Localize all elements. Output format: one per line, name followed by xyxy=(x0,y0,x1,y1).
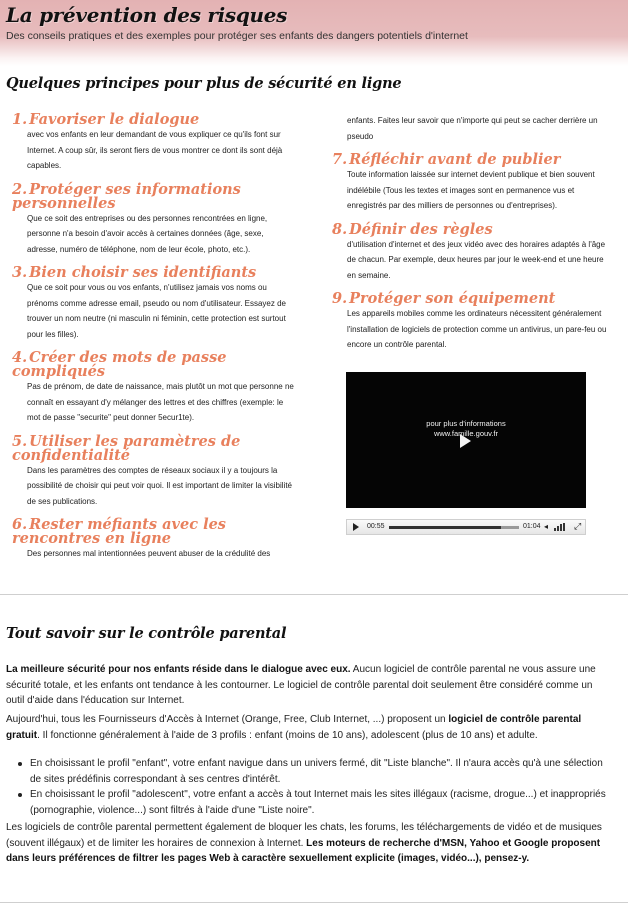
page-header xyxy=(0,0,628,66)
principle-number: 9. xyxy=(332,290,348,307)
principle-item xyxy=(12,113,294,174)
principle-number: 8. xyxy=(332,220,348,238)
principle-title: Utiliser les paramètres de confidentialité xyxy=(12,432,241,464)
principle-body: Pas de prénom, de date de naissance, mais plutôt un mot que personne ne connaît en essayant d'y mélanger des lettres et des chiffres (exemple: le mot de passe "securite" peut donner 5ecur1te). xyxy=(27,382,294,422)
video-controls xyxy=(346,519,586,535)
principle-body: Que ce soit des entreprises ou des personnes rencontrées en ligne, personne n'a besoin d'avoir accès à certaines données (âge, sexe, adresse, numéro de téléphone, nom de leur école, photo, etc.). xyxy=(27,213,268,254)
principle-title: Favoriser le dialogue xyxy=(29,111,200,128)
principle-number: 6. xyxy=(12,516,28,533)
section-title-parental-control: Tout savoir sur le contrôle parental xyxy=(6,625,287,642)
principle-number: 2. xyxy=(12,180,28,198)
principle-body: Toute information laissée sur internet devient publique et bien souvent indélébile (Tous les textes et images sont en permanence vus et enregistrés par des milliers de personnes ou d'entreprises). xyxy=(347,170,595,210)
principles-column-right xyxy=(332,113,614,353)
principle-item xyxy=(12,266,294,342)
page-subtitle: Des conseils pratiques et des exemples pour protéger ses enfants des dangers potentiels d'internet xyxy=(6,30,468,42)
principle-title: Bien choisir ses identifiants xyxy=(29,264,257,281)
total-time: 01:04 xyxy=(523,523,541,530)
principle-item xyxy=(332,153,614,214)
principle-title: Rester méfiants avec les rencontres en ligne xyxy=(12,516,226,547)
principle-item xyxy=(332,220,614,284)
volume-icon[interactable]: ◂ xyxy=(544,522,549,531)
principle-body: Dans les paramètres des comptes de réseaux sociaux il y a toujours la possibilité de choisir qui peut voir quoi. Il est important de limiter la visibilité de ses publications. xyxy=(27,465,293,506)
principle-number: 5. xyxy=(12,432,28,450)
principle-item xyxy=(12,518,294,562)
principle-body: Des personnes mal intentionnées peuvent abuser de la crédulité des xyxy=(27,549,271,558)
section-divider xyxy=(0,594,628,595)
profile-list xyxy=(18,756,612,818)
page-title: La prévention des risques xyxy=(6,3,288,27)
principle-title: Protéger son équipement xyxy=(349,290,556,307)
section-title-principles: Quelques principes pour plus de sécurité en ligne xyxy=(6,75,402,92)
video-player[interactable] xyxy=(346,372,586,508)
paragraph-search-engines: Les logiciels de contrôle parental permettent également de bloquer les chats, les forums, les téléchargements de vidéo et de musiques (souvent illégaux) et de limiter les horaires de connexion à Internet. Les moteurs de recherche d'MSN, Yahoo et Google proposent dans leurs préférences de filtrer les pages Web à caractère sexuellement explicite (images, vidéo...), pensez-y. xyxy=(6,822,602,864)
fullscreen-icon[interactable]: ⤢ xyxy=(574,521,582,531)
principle-body: Les appareils mobiles comme les ordinateurs nécessitent généralement l'installation de logiciels de protection comme un antivirus, un pare-feu ou encore un contrôle parental. xyxy=(347,309,607,349)
principle-body: avec vos enfants en leur demandant de vous expliquer ce qu'ils font sur Internet. A coup sûr, ils seront fiers de vous montrer ce dont ils sont déjà capables. xyxy=(27,130,283,170)
principle-item xyxy=(12,432,294,510)
principle-title: Créer des mots de passe compliqués xyxy=(12,349,227,380)
principle-number: 3. xyxy=(12,264,28,281)
principle-body: Que ce soit pour vous ou vos enfants, n'utilisez jamais vos noms ou prénoms comme adresse email, pseudo ou nom d'utilisateur. Essayez de trouver un nom neutre (ni masculin ni féminin, cette protection est surtout pour les filles). xyxy=(27,283,286,339)
principle-body: enfants. Faites leur savoir que n'importe qui peut se cacher derrière un pseudo xyxy=(347,116,598,141)
seek-bar-progress xyxy=(389,526,501,529)
principle-number: 1. xyxy=(12,111,28,128)
seek-bar[interactable] xyxy=(389,526,519,529)
principle-title: Définir des règles xyxy=(349,220,493,238)
paragraph-intro: La meilleure sécurité pour nos enfants réside dans le dialogue avec eux. Aucun logiciel de contrôle parental ne vous assure une sécurité totale, et les enfants ont tendance à les contourner. Le logiciel de contrôle parental doit seulement être considéré comme un outil d'aide dans l'éducation sur Internet. xyxy=(6,664,596,706)
principle-body: d'utilisation d'internet et des jeux vidéo avec des horaires adaptés à l'âge de chacun. Par exemple, deux heures par jour le week-end et une heure en semaine. xyxy=(347,239,606,280)
principle-title: Protéger ses informations personnelles xyxy=(12,180,241,212)
play-button[interactable] xyxy=(353,523,359,531)
video-caption-line2: www.famille.gouv.fr xyxy=(433,429,499,438)
paragraph-isp: Aujourd'hui, tous les Fournisseurs d'Accès à Internet (Orange, Free, Club Internet, ...) proposent un logiciel de contrôle parental gratuit. Il fonctionne généralement à l'aide de 3 profils : enfant (moins de 10 ans), adolescent (plus de 10 ans) et adulte. xyxy=(6,714,582,741)
section-divider xyxy=(0,902,628,903)
principle-item xyxy=(12,351,294,426)
principle-item xyxy=(12,180,294,258)
principle-number: 4. xyxy=(12,349,28,366)
play-icon[interactable] xyxy=(460,434,471,448)
principle-title: Réfléchir avant de publier xyxy=(349,151,561,168)
principle-item xyxy=(332,292,614,353)
principles-column-left xyxy=(12,113,294,562)
list-item: En choisissant le profil "adolescent", votre enfant a accès à tout Internet mais les sites illégaux (racisme, drogue...) et inappropriés (pornographie, violence...) sont filtrés à l'aide d'une "Liste noire". xyxy=(18,787,612,818)
principle-item-continued xyxy=(332,113,614,144)
current-time: 00:55 xyxy=(367,523,385,530)
video-caption-line1: pour plus d'informations xyxy=(426,419,506,428)
volume-slider[interactable] xyxy=(554,523,566,531)
principle-number: 7. xyxy=(332,151,348,168)
list-item: En choisissant le profil "enfant", votre enfant navigue dans un univers fermé, dit "Liste blanche". Il n'aura accès qu'à une sélection de sites prédéfinis correspondant à ses centres d'intérêt. xyxy=(18,756,612,787)
